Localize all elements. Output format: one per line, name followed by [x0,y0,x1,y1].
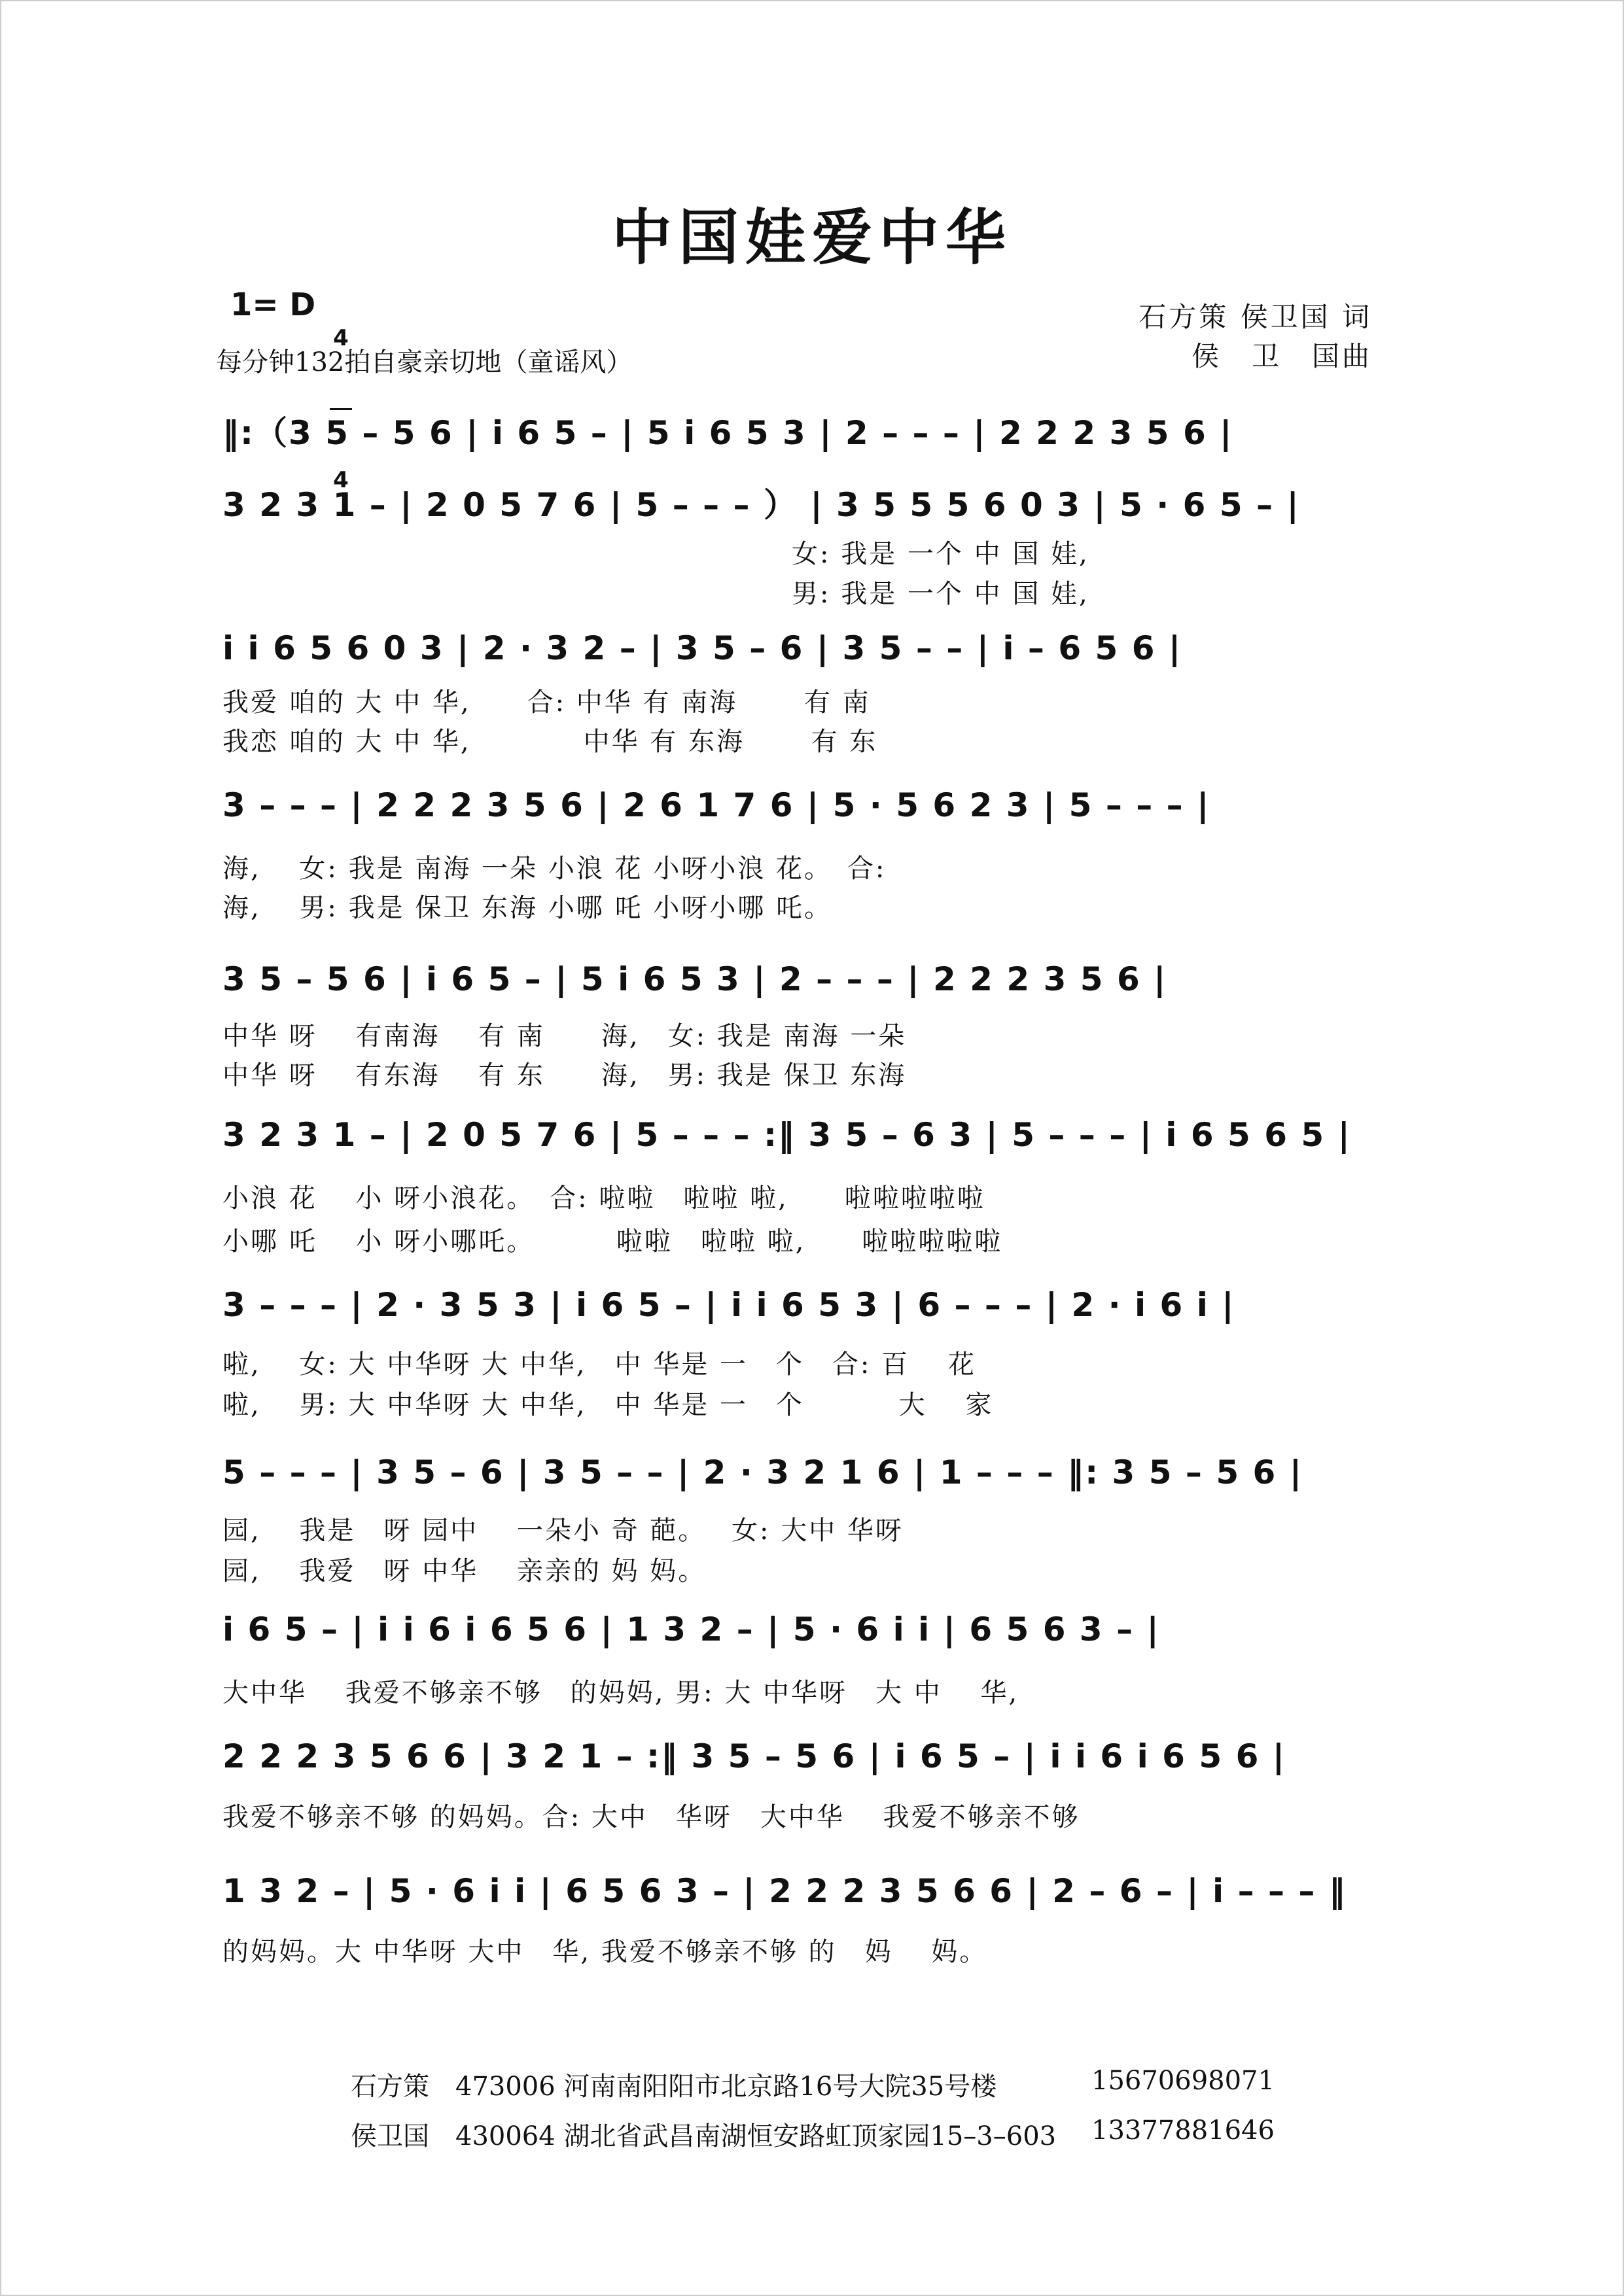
lyric-line: 女: 我是 一个 中 国 娃, [792,539,1089,569]
contact-phone: 15670698071 [1091,2066,1275,2096]
staff-row: i 6 5 – | i i 6 i 6 5 6 | 1 3 2 – | 5 · 6 i i | 6 5 6 3 – | [222,1610,1160,1648]
staff-row: 3 – – – | 2 2 2 3 5 6 | 2 6 1 7 6 | 5 · 5 6 2 3 | 5 – – – | [222,786,1210,824]
staff-row: 5 – – – | 3 5 – 6 | 3 5 – – | 2 · 3 2 1 6 | 1 – – – ‖: 3 5 – 5 6 | [222,1453,1303,1491]
staff-row: 2 2 2 3 5 6 6 | 3 2 1 – :‖ 3 5 – 5 6 | i 6 5 – | i i 6 i 6 5 6 | [222,1737,1286,1775]
lyric-line: 中华 呀 有东海 有 东 海, 男: 我是 保卫 东海 [222,1060,907,1090]
lyric-line: 的妈妈。大 中华呀 大中 华, 我爱不够亲不够 的 妈 妈。 [222,1937,988,1967]
lyric-line: 小浪 花 小 呀小浪花。 合: 啦啦 啦啦 啦, 啦啦啦啦啦 [222,1183,985,1213]
lyric-line: 海, 女: 我是 南海 一朵 小浪 花 小呀小浪 花。 合: [222,854,887,884]
lyric-line: 男: 我是 一个 中 国 娃, [792,579,1089,609]
lyric-line: 啦, 女: 大 中华呀 大 中华, 中 华是 一 个 合: 百 花 [222,1349,976,1380]
lyric-line: 啦, 男: 大 中华呀 大 中华, 中 华是 一 个 大 家 [222,1390,994,1420]
lyric-line: 我爱 咱的 大 中 华, 合: 中华 有 南海 有 南 [222,687,871,718]
tempo-marking: 每分钟132拍自豪亲切地（童谣风） [216,347,633,377]
lyricist-credit: 石方策 侯卫国 词 [1139,301,1372,333]
lyric-line: 我恋 咱的 大 中 华, 中华 有 东海 有 东 [222,727,878,757]
lyric-line: 园, 我是 呀 园中 一朵小 奇 葩。 女: 大中 华呀 [222,1516,904,1546]
staff-row: 3 2 3 1 – | 2 0 5 7 6 | 5 – – – :‖ 3 5 – 6 3 | 5 – – – | i 6 5 6 5 | [222,1116,1351,1154]
meter-bottom: 4 [333,467,349,493]
contact-address: 430064 湖北省武昌南湖恒安路虹顶家园15–3–603 [455,2121,1057,2151]
song-title: 中国娃爱中华 [611,202,1012,273]
lyric-line: 海, 男: 我是 保卫 东海 小哪 吒 小呀小哪 吒。 [222,893,832,923]
composer-credit: 侯 卫 国曲 [1191,340,1372,372]
lyric-line: 园, 我爱 呀 中华 亲亲的 妈 妈。 [222,1556,707,1586]
lyric-line: 中华 呀 有南海 有 南 海, 女: 我是 南海 一朵 [222,1021,907,1051]
lyric-line: 我爱不够亲不够 的妈妈。合: 大中 华呀 大中华 我爱不够亲不够 [222,1802,1080,1832]
contact-name: 侯卫国 [351,2121,429,2151]
staff-row: i i 6 5 6 0 3 | 2 · 3 2 – | 3 5 – 6 | 3 5 – – | i – 6 5 6 | [222,629,1182,667]
contact-address: 473006 河南南阳阳市北京路16号大院35号楼 [455,2072,997,2102]
meter-top: 4 [333,325,349,351]
key-signature: 1= D [230,287,316,323]
staff-row: ‖:（3 5 – 5 6 | i 6 5 – | 5 i 6 5 3 | 2 – – – | 2 2 2 3 5 6 | [222,414,1233,452]
staff-row: 1 3 2 – | 5 · 6 i i | 6 5 6 3 – | 2 2 2 3 5 6 6 | 2 – 6 – | i – – – ‖ [222,1872,1347,1910]
lyric-line: 小哪 吒 小 呀小哪吒。 啦啦 啦啦 啦, 啦啦啦啦啦 [222,1226,1003,1257]
staff-row: 3 5 – 5 6 | i 6 5 – | 5 i 6 5 3 | 2 – – – | 2 2 2 3 5 6 | [222,960,1167,998]
lyric-line: 大中华 我爱不够亲不够 的妈妈, 男: 大 中华呀 大 中 华, [222,1678,1019,1708]
contact-name: 石方策 [351,2072,429,2102]
staff-row: 3 – – – | 2 · 3 5 3 | i 6 5 – | i i 6 5 3 | 6 – – – | 2 · i 6 i | [222,1286,1235,1324]
contact-phone: 13377881646 [1091,2115,1275,2146]
staff-row: 3 2 3 1 – | 2 0 5 7 6 | 5 – – – ） | 3 5 5 5 6 0 3 | 5 · 6 5 – | [222,486,1300,524]
